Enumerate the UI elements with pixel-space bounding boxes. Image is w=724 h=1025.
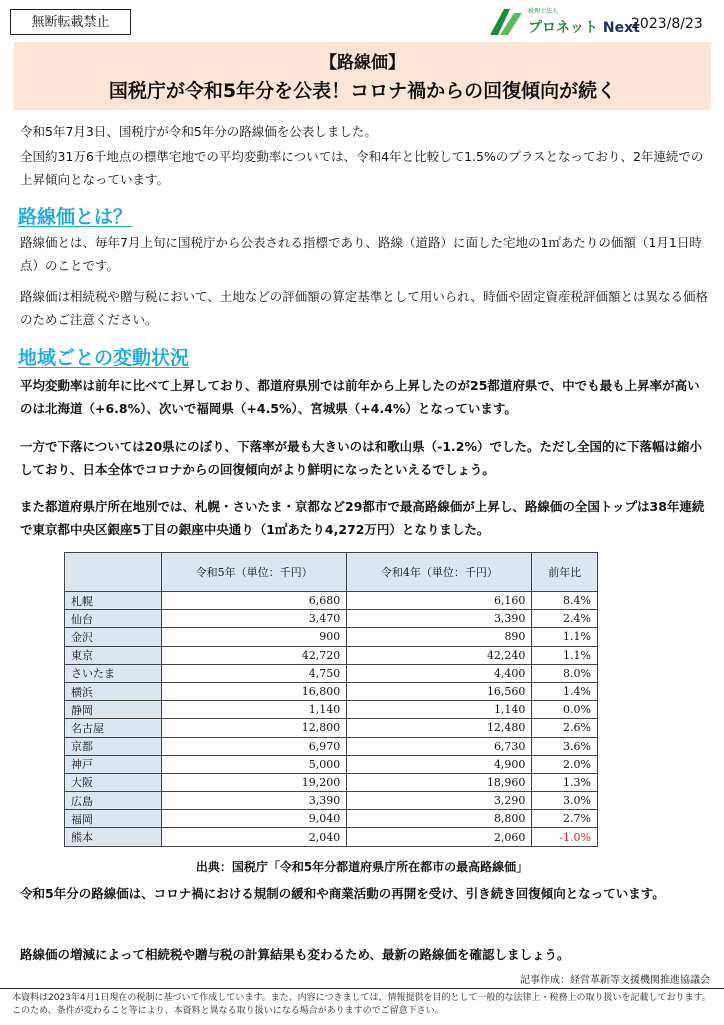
table-cell-r4: 6,730 bbox=[347, 737, 532, 755]
table-cell-city: 名古屋 bbox=[65, 719, 162, 737]
table-cell-r4: 3,390 bbox=[347, 610, 532, 628]
table-row bbox=[65, 773, 598, 791]
table-cell-r4: 6,160 bbox=[347, 592, 532, 610]
table-cell-r5: 42,720 bbox=[162, 646, 347, 664]
logo-wordmark-next: Next bbox=[602, 20, 640, 36]
table-cell-r5: 9,040 bbox=[162, 810, 347, 828]
publish-date: 2023/8/23 bbox=[631, 16, 703, 32]
footer-disclaimer bbox=[0, 988, 724, 1025]
table-row bbox=[65, 592, 598, 610]
table-row bbox=[65, 628, 598, 646]
table-cell-ratio: 2.7% bbox=[532, 810, 598, 828]
table-row bbox=[65, 737, 598, 755]
company-logo bbox=[488, 4, 640, 40]
no-reproduction-stamp: 無断転載禁止 bbox=[10, 9, 131, 35]
table-cell-r4: 890 bbox=[347, 628, 532, 646]
rosenka-table bbox=[64, 552, 598, 847]
logo-mark-icon bbox=[488, 7, 524, 37]
table-cell-r5: 900 bbox=[162, 628, 347, 646]
table-cell-r4: 4,400 bbox=[347, 664, 532, 682]
table-row bbox=[65, 828, 598, 846]
table-cell-ratio: 3.0% bbox=[532, 792, 598, 810]
table-cell-city: 静岡 bbox=[65, 701, 162, 719]
section-heading-regional: 地域ごとの変動状況 bbox=[18, 347, 190, 369]
section1-paragraph-2: 路線価は相続税や贈与税において、土地などの評価額の算定基準として用いられ、時価や固定資産税評価額とは異なる価格のためご注意ください。 bbox=[20, 289, 709, 327]
table-row bbox=[65, 810, 598, 828]
table-row bbox=[65, 701, 598, 719]
table-cell-ratio: -1.0% bbox=[532, 828, 598, 846]
table-row bbox=[65, 610, 598, 628]
table-cell-city: 京都 bbox=[65, 737, 162, 755]
table-cell-r4: 3,290 bbox=[347, 792, 532, 810]
table-header-row bbox=[65, 553, 598, 592]
table-source: 出典：国税庁「令和5年分都道府県庁所在都市の最高路線価」 bbox=[195, 860, 529, 874]
table-cell-r5: 4,750 bbox=[162, 664, 347, 682]
table-cell-ratio: 2.4% bbox=[532, 610, 598, 628]
closing-paragraph-1: 令和5年分の路線価は、コロナ禍における規制の緩和や商業活動の再開を受け、引き続き回復傾向となっています。 bbox=[20, 886, 665, 901]
table-cell-r4: 4,900 bbox=[347, 755, 532, 773]
table-cell-ratio: 1.4% bbox=[532, 682, 598, 700]
table-header-r4: 令和4年（単位：千円） bbox=[347, 553, 532, 592]
table-body bbox=[65, 592, 598, 847]
table-cell-r5: 12,800 bbox=[162, 719, 347, 737]
table-cell-city: 金沢 bbox=[65, 628, 162, 646]
table-cell-r5: 16,800 bbox=[162, 682, 347, 700]
table-cell-r4: 18,960 bbox=[347, 773, 532, 791]
table-cell-city: 神戸 bbox=[65, 755, 162, 773]
table-cell-r4: 2,060 bbox=[347, 828, 532, 846]
table-cell-ratio: 1.1% bbox=[532, 628, 598, 646]
table-cell-ratio: 0.0% bbox=[532, 701, 598, 719]
article-credit: 記事作成：経営革新等支援機関推進協議会 bbox=[520, 975, 710, 986]
table-cell-ratio: 2.0% bbox=[532, 755, 598, 773]
table-cell-r4: 16,560 bbox=[347, 682, 532, 700]
table-cell-r5: 19,200 bbox=[162, 773, 347, 791]
table-cell-r4: 42,240 bbox=[347, 646, 532, 664]
intro-paragraph-2: 全国約31万6千地点の標準宅地での平均変動率については、令和4年と比較して1.5%のプラスとなっており、2年連続での上昇傾向となっています。 bbox=[20, 149, 704, 187]
section-heading-rosenka: 路線価とは？ bbox=[18, 206, 133, 228]
title-banner bbox=[14, 42, 711, 110]
table-cell-ratio: 8.0% bbox=[532, 664, 598, 682]
table-cell-city: 熊本 bbox=[65, 828, 162, 846]
table-cell-city: 広島 bbox=[65, 792, 162, 810]
intro-paragraph-1: 令和5年7月3日、国税庁が令和5年分の路線価を公表しました。 bbox=[20, 124, 377, 139]
table-cell-city: 東京 bbox=[65, 646, 162, 664]
section1-paragraph-1: 路線価とは、毎年7月上旬に国税庁から公表される指標であり、路線（道路）に面した宅地の1㎡あたりの価額（1月1日時点）のことです。 bbox=[20, 235, 702, 273]
table-cell-r4: 1,140 bbox=[347, 701, 532, 719]
table-row bbox=[65, 646, 598, 664]
section2-paragraph-3: また都道府県庁所在地別では、札幌・さいたま・京都など29都市で最高路線価が上昇し、路線価の全国トップは38年連続で東京都中央区銀座5丁目の銀座中央通り（1㎡あたり4,272万円）となりました。 bbox=[20, 499, 705, 537]
table-cell-city: 大阪 bbox=[65, 773, 162, 791]
table-cell-r5: 5,000 bbox=[162, 755, 347, 773]
table-row bbox=[65, 719, 598, 737]
table-cell-ratio: 8.4% bbox=[532, 592, 598, 610]
table-cell-r5: 2,040 bbox=[162, 828, 347, 846]
table-cell-city: 仙台 bbox=[65, 610, 162, 628]
table-cell-city: 札幌 bbox=[65, 592, 162, 610]
table-cell-ratio: 1.1% bbox=[532, 646, 598, 664]
table-row bbox=[65, 755, 598, 773]
table-row bbox=[65, 682, 598, 700]
table-cell-city: 福岡 bbox=[65, 810, 162, 828]
table-cell-r5: 3,390 bbox=[162, 792, 347, 810]
section2-paragraph-2: 一方で下落については20県にのぼり、下落率が最も大きいのは和歌山県（-1.2%）でした。ただし全国的に下落幅は縮小しており、日本全体でコロナからの回復傾向がより鮮明になったといえるでしょう。 bbox=[20, 439, 703, 477]
table-row bbox=[65, 664, 598, 682]
section2-paragraph-1: 平均変動率は前年に比べて上昇しており、都道府県別では前年から上昇したのが25都道府県で、中でも最も上昇率が高いのは北海道（+6.8%）、次いで福岡県（+4.5%）、宮城県（+4.4%）となっています。 bbox=[20, 378, 700, 416]
table-cell-ratio: 2.6% bbox=[532, 719, 598, 737]
table-cell-r5: 6,680 bbox=[162, 592, 347, 610]
table-cell-r5: 3,470 bbox=[162, 610, 347, 628]
table-cell-city: さいたま bbox=[65, 664, 162, 682]
table-cell-r5: 1,140 bbox=[162, 701, 347, 719]
table-row bbox=[65, 792, 598, 810]
table-cell-r5: 6,970 bbox=[162, 737, 347, 755]
logo-subtitle: 税理士法人 bbox=[528, 8, 559, 15]
footer-disclaimer-text: 本資料は2023年4月1日現在の税制に基づいて作成しています。また、内容につきましては、情報提供を目的として一般的な法律上・税務上の取り扱いを記載しております。このため、条件が変わること等により、本資料と異なる取り扱いになる場合がありますのでご留意下さい。 bbox=[12, 993, 711, 1016]
title-tag: 【路線価】 bbox=[320, 53, 405, 73]
table-cell-r4: 8,800 bbox=[347, 810, 532, 828]
table-cell-ratio: 1.3% bbox=[532, 773, 598, 791]
table-cell-ratio: 3.6% bbox=[532, 737, 598, 755]
page-title: 国税庁が令和5年分を公表！コロナ禍からの回復傾向が続く bbox=[108, 80, 617, 102]
table-header-r5: 令和5年（単位：千円） bbox=[162, 553, 347, 592]
table-cell-city: 横浜 bbox=[65, 682, 162, 700]
table-header-corner bbox=[65, 553, 162, 592]
logo-wordmark bbox=[528, 17, 640, 37]
logo-wordmark-main: プロネット bbox=[528, 20, 598, 36]
table-header-ratio: 前年比 bbox=[532, 553, 598, 592]
closing-paragraph-2: 路線価の増減によって相続税や贈与税の計算結果も変わるため、最新の路線価を確認しましょう。 bbox=[20, 947, 570, 962]
table-cell-r4: 12,480 bbox=[347, 719, 532, 737]
